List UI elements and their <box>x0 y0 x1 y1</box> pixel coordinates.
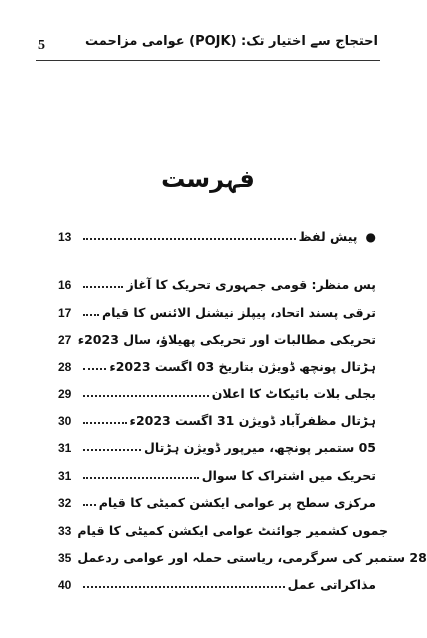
toc-page-number: 35 <box>58 551 72 565</box>
toc-row <box>58 433 376 455</box>
toc-row <box>58 570 376 592</box>
toc-row <box>58 298 376 320</box>
toc-page-number: 30 <box>58 414 72 428</box>
toc-leader-dots <box>83 313 99 316</box>
toc-entry-label: ہڑتال مظفرآباد ڈویژن 31 اگست 2023ء <box>129 413 376 428</box>
toc-leader-dots <box>83 285 123 288</box>
toc-row <box>58 379 376 401</box>
toc-entry-label: جموں کشمیر جوائنٹ عوامی ایکشن کمیٹی کا قیام <box>77 523 388 538</box>
toc-entry-label: 05 ستمبر پونچھ، میرپور ڈویژن ہڑتال <box>144 440 376 455</box>
toc-page-number: 31 <box>58 441 72 455</box>
toc-row <box>58 516 388 538</box>
toc-leader-dots <box>83 476 199 479</box>
header-rule <box>36 60 380 61</box>
toc-page-number: 29 <box>58 387 72 401</box>
toc-row <box>58 325 376 347</box>
toc-row <box>58 543 427 565</box>
toc-row <box>58 461 376 483</box>
toc-entry-label: ہڑتال پونچھ ڈویژن بتاریخ 03 اگست 2023ء <box>109 359 376 374</box>
toc-entry-label: تحریک میں اشتراک کا سوال <box>201 468 376 483</box>
toc-page-number: 17 <box>58 306 72 320</box>
toc-leader-dots <box>83 367 106 370</box>
toc-page-number: 31 <box>58 469 72 483</box>
toc-page-number: 27 <box>58 333 72 347</box>
toc-page-number: 16 <box>58 278 72 292</box>
toc-row <box>58 406 376 428</box>
page-number: 5 <box>38 38 45 53</box>
toc-entry-label: 28 ستمبر کی سرگرمی، ریاستی حملہ اور عوامی ردعمل <box>77 550 427 565</box>
toc-entry-label: تحریکی مطالبات اور تحریکی پھیلاؤ، سال 2023ء <box>77 332 376 347</box>
toc-entry-label: مرکزی سطح پر عوامی ایکشن کمیٹی کا قیام <box>98 495 376 510</box>
bullet-icon: ● <box>365 230 376 244</box>
toc-leader-dots <box>83 448 141 451</box>
toc-leader-dots <box>83 421 127 424</box>
toc-intro-row <box>58 222 376 244</box>
toc-row <box>58 352 376 374</box>
toc-leader-dots <box>83 503 96 506</box>
toc-entry-label: بجلی بلات بائیکاٹ کا اعلان <box>211 386 376 401</box>
toc-leader-dots <box>83 237 296 240</box>
toc-row <box>58 488 376 510</box>
toc-entry-label: ترقی پسند اتحاد، پیپلز نیشنل الائنس کا قیام <box>101 305 376 320</box>
toc-page-number: 28 <box>58 360 72 374</box>
toc-leader-dots <box>83 585 285 588</box>
toc-page-number: 40 <box>58 578 72 592</box>
toc-page-number: 13 <box>58 230 72 244</box>
toc-entry-label: پیش لفظ <box>298 229 358 244</box>
toc-page-number: 32 <box>58 496 72 510</box>
toc-leader-dots <box>83 394 209 397</box>
toc-page-number: 33 <box>58 524 72 538</box>
toc-title: فہرست <box>161 165 255 193</box>
toc-entry-label: مذاکراتی عمل <box>287 577 376 592</box>
toc-entry-label: پس منظر: قومی جمہوری تحریک کا آغاز <box>126 277 376 292</box>
toc-row <box>58 270 376 292</box>
running-header: احتجاج سے اختیار تک: (POJK) عوامی مزاحمت <box>84 34 378 49</box>
